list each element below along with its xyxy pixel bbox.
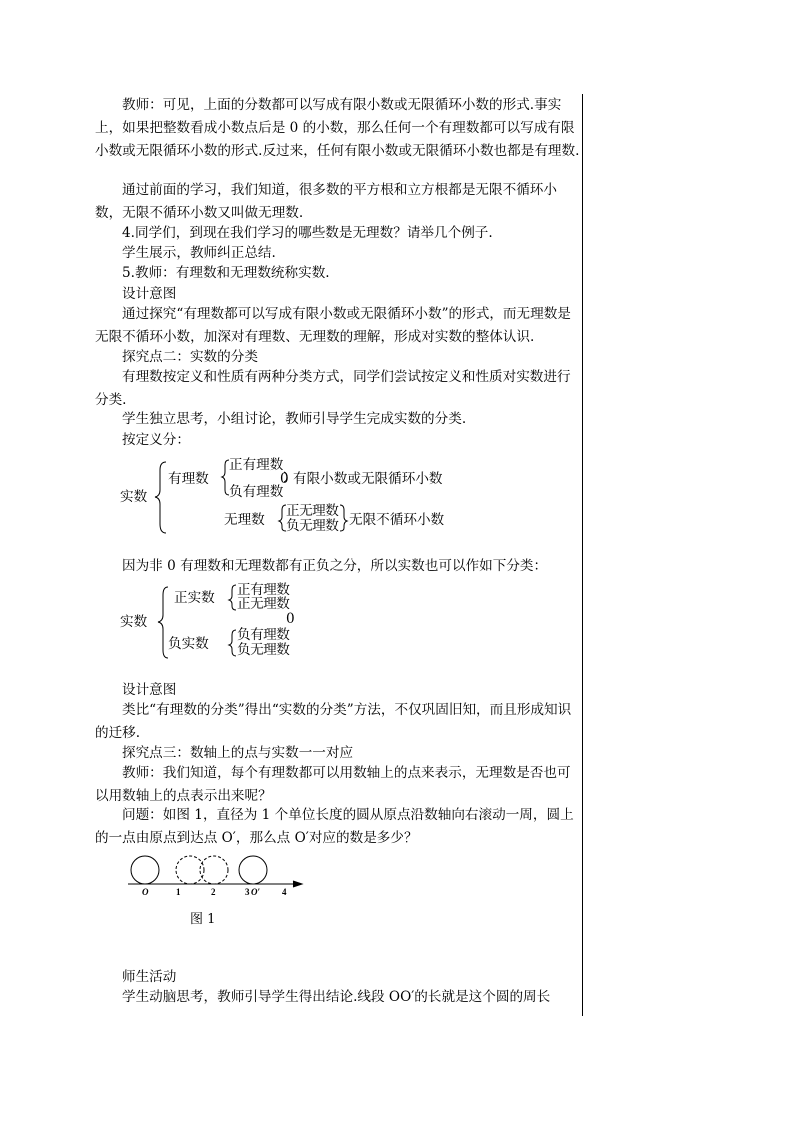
paragraph-group-discussion: 学生独立思考，小组讨论，教师引导学生完成实数的分类. [122,411,467,427]
class1-negative-rational: 负有理数 [229,484,284,500]
class1-irrational-left-brace [279,505,286,531]
class1-positive-irrational: 正无理数 [286,503,339,519]
paragraph-classification-intro: 有理数按定义和性质有两种分类方式，同学们尝试按定义和性质对实数进行分类. [95,369,571,408]
axis-label-4: 4 [282,887,287,897]
paragraph-number-line-question: 教师：我们知道，每个有理数都可以用数轴上的点来表示，无理数是否也可以用数轴上的点表示出来呢？ [95,765,571,804]
circle-start [131,856,159,884]
class1-rational-right-bracket [284,472,287,482]
class1-positive-rational: 正有理数 [229,457,284,473]
class2-negative-irrational: 负无理数 [237,642,290,658]
class2-negative-real: 负实数 [168,636,209,652]
paragraph-irrational-definition: 通过前面的学习，我们知道，很多数的平方根和立方根都是无限不循环小数，无限不循环小数又叫做无理数. [95,182,557,221]
circle-rolling-1 [176,856,204,884]
paragraph-design-intent-1: 通过探究“有理数都可以写成有限小数或无限循环小数”的形式，而无理数是无限不循环小数，加深对有理数、无理数的理解，形成对实数的整体认识. [95,306,571,345]
axis-label-2: 2 [211,887,216,897]
paragraph-rolling-circle-problem: 问题：如图 1，直径为 1 个单位长度的圆从原点沿数轴向右滚动一周，圆上的一点由原点到达点 O′，那么点 O′对应的数是多少？ [95,807,574,846]
figure-caption: 图 1 [190,912,216,927]
axis-label-3: 3 [245,887,250,897]
class2-real: 实数 [120,614,148,630]
number-line-arrow [293,881,302,887]
class1-main-brace [155,462,166,533]
axis-label-o-prime: O′ [251,887,261,897]
paragraph-question-4: 4.同学们，到现在我们学习的哪些数是无理数？请举几个例子. [122,225,493,241]
axis-label-1: 1 [176,887,181,897]
axis-label-origin: O [142,887,149,897]
class2-positive-irrational: 正无理数 [237,596,290,612]
class1-rational: 有理数 [168,471,209,487]
class2-negative-rational: 负有理数 [237,627,290,643]
heading-explore-point-3: 探究点三：数轴上的点与实数一一对应 [122,745,354,761]
heading-design-intent-1: 设计意图 [122,286,177,302]
heading-design-intent-2: 设计意图 [122,682,177,698]
class2-negative-brace [229,630,236,656]
circle-end [239,856,267,884]
class1-irrational-description: 无限不循环小数 [349,512,445,528]
paragraph-real-definition: 5.教师：有理数和无理数统称实数. [122,265,330,281]
heading-teacher-student-activity: 师生活动 [122,969,177,985]
class1-negative-irrational: 负无理数 [286,518,339,534]
class1-rational-brace [222,460,229,495]
paragraph-by-definition: 按定义分： [122,432,190,448]
class1-real: 实数 [120,489,148,505]
heading-explore-point-2: 探究点二：实数的分类 [122,349,258,365]
class2-main-brace [158,587,168,658]
paragraph-sign-classification: 因为非 0 有理数和无理数都有正负之分，所以实数也可以作如下分类： [122,558,548,574]
class2-positive-real: 正实数 [174,590,215,606]
class2-positive-rational: 正有理数 [237,582,290,598]
paragraph-rational-decimals: 教师：可见，上面的分数都可以写成有限小数或无限循环小数的形式.事实上，如果把整数看成小数点后是 0 的小数，那么任何一个有理数都可以写成有限小数或无限循环小数的形式.反过来，任何有限小数或无限循环小数也都是有理数. [95,97,580,159]
class1-irrational-right-brace [340,505,347,531]
class2-zero: 0 [286,611,295,627]
paragraph-conclusion: 学生动脑思考，教师引导学生得出结论.线段 OO′的长就是这个圆的周长 [122,989,551,1005]
class2-positive-brace [229,585,236,610]
class1-zero: 0 [280,471,289,487]
class1-irrational: 无理数 [224,512,265,528]
paragraph-student-show: 学生展示，教师纠正总结. [122,245,276,261]
class1-rational-description: 有限小数或无限循环小数 [293,471,443,487]
paragraph-design-intent-2: 类比“有理数的分类”得出“实数的分类”方法，不仅巩固旧知，而且形成知识的迁移. [95,702,572,741]
